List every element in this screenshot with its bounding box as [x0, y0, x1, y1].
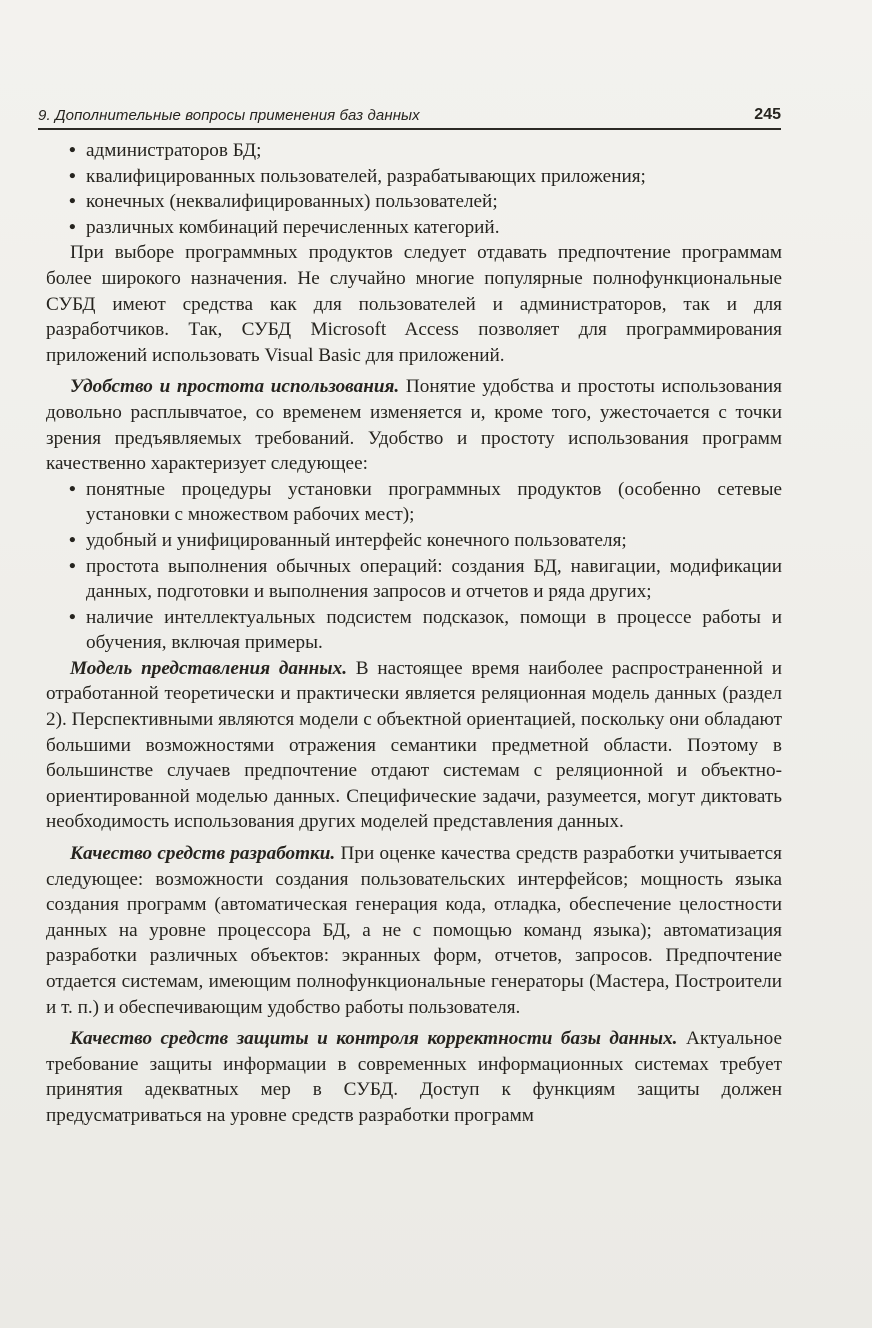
run-in-heading: Качество средств защиты и контроля корректности базы данных. — [70, 1028, 678, 1050]
run-in-heading: Модель представления данных. — [70, 657, 347, 679]
bullet-item: • конечных (неквалифицированных) пользователей; — [46, 189, 782, 215]
bullet-item: • наличие интеллектуальных подсистем подсказок, помощи в процессе работы и обучения, включая примеры. — [46, 605, 782, 656]
bullet-item: • удобный и унифицированный интерфейс конечного пользователя; — [46, 528, 782, 554]
paragraph: При выборе программных продуктов следует отдавать предпочтение программам более широкого назначения. Не случайно многие популярные полнофункциональные СУБД имеют средства как для пользователей и администраторов, так и для разработчиков. Так, СУБД Microsoft Access позволяет для программирования приложений использовать Visual Basic для приложений. — [46, 242, 782, 366]
page-number: 245 — [754, 106, 781, 123]
running-head — [38, 106, 781, 130]
bullet-item: • понятные процедуры установки программных продуктов (особенно сетевые установки с множеством рабочих мест); — [46, 477, 782, 528]
paragraph: Качество средств разработки. При оценке качества средств разработки учитывается следующее: возможности создания пользовательских интерфейсов; мощность языка создания программ (автоматическая генерация кода, отладка, обеспечение целостности данных на уровне процессора БД, а не с помощью команд языка); автоматизация разработки различных объектов: экранных форм, отчетов, запросов. Предпочтение отдается системам, имеющим полнофункциональные генераторы (Мастера, Построители и т. п.) и обеспечивающим удобство работы пользователя. — [46, 843, 782, 1018]
paragraph: Удобство и простота использования. Понятие удобства и простоты использования довольно расплывчатое, со временем изменяется и, кроме того, ужесточается с точки зрения предъявляемых требований. Удобство и простоту использования программ качественно характеризует следующее: — [46, 376, 782, 475]
run-in-heading: Качество средств разработки. — [70, 843, 336, 865]
bullet-item: • администраторов БД; — [46, 138, 782, 164]
run-in-heading: Удобство и простота использования. — [70, 376, 400, 398]
paragraph: Модель представления данных. В настоящее время наиболее распространенной и отработанной теоретически и практически является реляционная модель данных (раздел 2). Перспективными являются модели с объектной ориентацией, поскольку они обладают большими возможностями отражения семантики предметной области. Поэтому в большинстве случаев предпочтение отдают системам с реляционной и объектно-ориентированной моделью данных. Специфические задачи, разумеется, могут диктовать необходимость использования других моделей представления данных. — [46, 657, 782, 833]
bullet-item: • различных комбинаций перечисленных категорий. — [46, 215, 782, 241]
paragraph: Качество средств защиты и контроля корректности базы данных. Актуальное требование защиты информации в современных информационных системах требует принятия адекватных мер в СУБД. Доступ к функциям защиты должен предусматриваться на уровне средств разработки программ — [46, 1028, 782, 1126]
bullet-item: • квалифицированных пользователей, разрабатывающих приложения; — [46, 164, 782, 190]
body-text — [46, 138, 782, 1129]
chapter-title: 9. Дополнительные вопросы применения баз данных — [38, 107, 420, 124]
bullet-item: • простота выполнения обычных операций: создания БД, навигации, модификации данных, подготовки и выполнения запросов и отчетов и ряда других; — [46, 554, 782, 605]
